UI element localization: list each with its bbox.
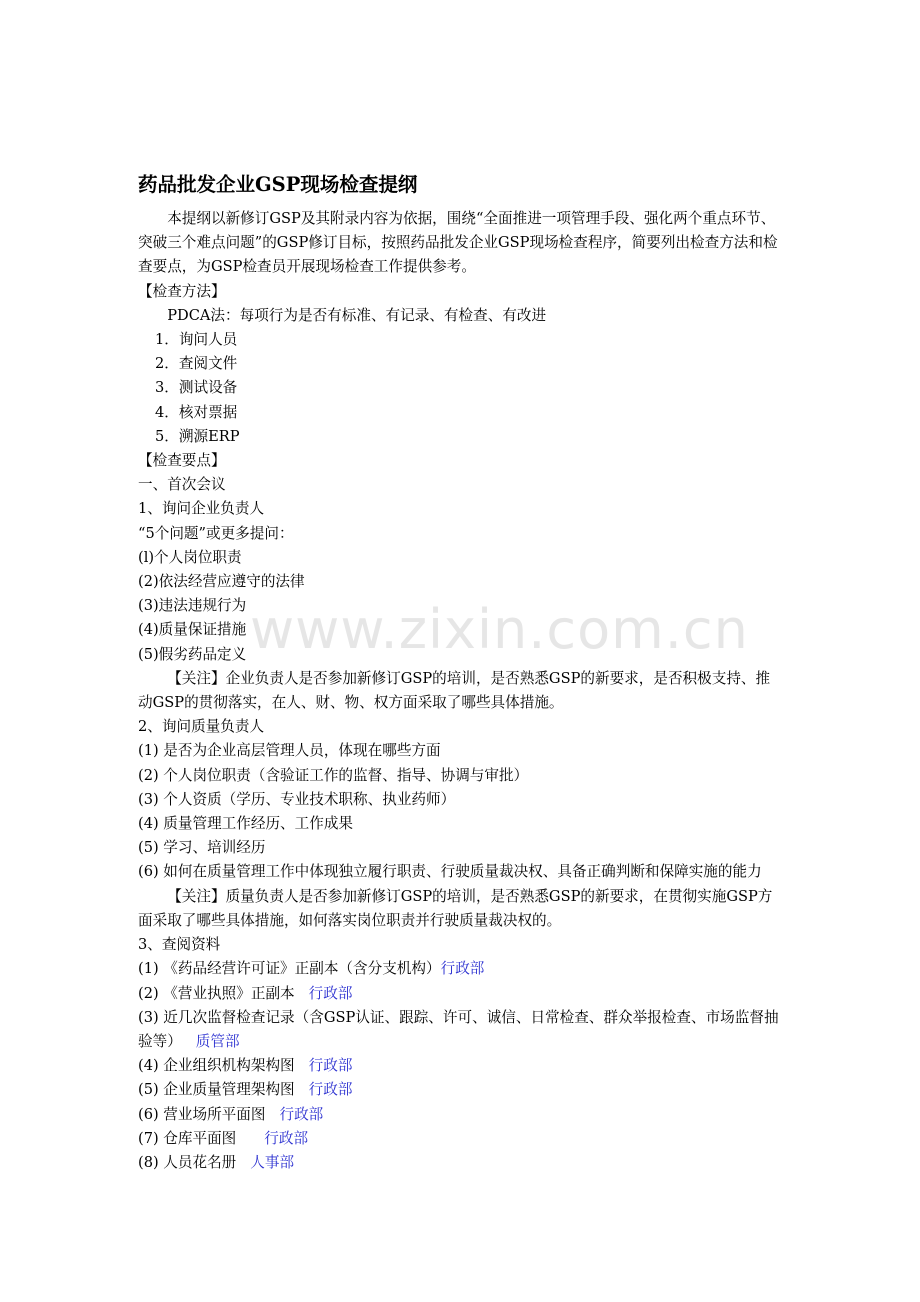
q1-item: (2)依法经营应遵守的法律 [138,573,305,591]
q3-item-text: (5) 企业质量管理架构图 [138,1081,295,1099]
q3-item-text: (6) 营业场所平面图 [138,1105,266,1123]
q3-item [138,1006,784,1054]
section-heading: 一、首次会议 [138,476,226,494]
document-body [138,207,784,1175]
q3-item-text: (1) 《药品经营许可证》正副本（含分支机构） [138,960,441,978]
intro-paragraph: 本提纲以新修订GSP及其附录内容为依据，围绕“全面推进一项管理手段、强化两个重点环节、突破三个难点问题”的GSP修订目标，按照药品批发企业GSP现场检查程序，简要列出检查方法和检查要点，为GSP检查员开展现场检查工作提供参考。 [138,210,778,276]
dept-link[interactable]: 行政部 [308,1057,353,1075]
q1-item: (l)个人岗位职责 [138,548,242,566]
method-item: 4．核对票据 [155,403,238,421]
q2-heading: 2、询问质量负责人 [138,718,265,736]
q1-note: 【关注】企业负责人是否参加新修订GSP的培训，是否熟悉GSP的新要求，是否积极支持、推动GSP的贯彻落实，在人、财、物、权方面采取了哪些具体措施。 [138,669,771,712]
method-item: 3．测试设备 [155,379,238,397]
q2-item: (1) 是否为企业高层管理人员，体现在哪些方面 [138,742,441,760]
method-item: 1．询问人员 [155,331,238,349]
q3-item [138,982,784,1006]
method-item: 2．查阅文件 [155,355,238,373]
q2-item: (3) 个人资质（学历、专业技术职称、执业药师） [138,790,456,808]
q2-item: (6) 如何在质量管理工作中体现独立履行职责、行驶质量裁决权、具备正确判断和保障实施的能力 [138,863,762,881]
q1-heading: 1、询问企业负责人 [138,500,265,518]
q3-heading: 3、查阅资料 [138,936,221,954]
q2-item: (4) 质量管理工作经历、工作成果 [138,815,354,833]
q2-item: (5) 学习、培训经历 [138,839,266,857]
q2-note: 【关注】质量负责人是否参加新修订GSP的培训，是否熟悉GSP的新要求，在贯彻实施GSP方面采取了哪些具体措施，如何落实岗位职责并行驶质量裁决权的。 [138,887,773,929]
q3-item-text: (2) 《营业执照》正副本 [138,984,295,1002]
method-header: 【检查方法】 [138,282,226,300]
dept-link[interactable]: 质管部 [195,1032,240,1050]
dept-link[interactable]: 行政部 [279,1105,324,1123]
q3-item-text: (3) 近几次监督检查记录（含GSP认证、跟踪、许可、诚信、日常检查、群众举报检查、市场监督抽验等） [138,1008,779,1050]
q3-item [138,957,784,981]
q1-item: (5)假劣药品定义 [138,645,247,663]
q3-item-text: (7) 仓库平面图 [138,1129,237,1147]
dept-link[interactable]: 行政部 [308,1081,353,1099]
q1-item: (4)质量保证措施 [138,621,247,639]
method-item: 5．溯源ERP [155,427,240,445]
points-header: 【检查要点】 [138,452,226,470]
watermark: www.zixin.com.cn [250,598,749,661]
q3-item [138,1103,784,1127]
q3-item [138,1127,784,1151]
dept-link[interactable]: 行政部 [308,984,353,1002]
q1-item: (3)违法违规行为 [138,597,247,615]
pdca-line: PDCA法：每项行为是否有标准、有记录、有检查、有改进 [167,306,547,324]
q3-item [138,1078,784,1102]
q3-item [138,1054,784,1078]
document-title: 药品批发企业GSP现场检查提纲 [138,173,418,196]
q2-item: (2) 个人岗位职责（含验证工作的监督、指导、协调与审批） [138,766,529,784]
dept-link[interactable]: 行政部 [264,1129,309,1147]
q3-item-text: (4) 企业组织机构架构图 [138,1057,295,1075]
q1-prompt: “5个问题”或更多提问： [138,524,294,542]
dept-link[interactable]: 行政部 [440,960,485,978]
q3-item-text: (8) 人员花名册 [138,1153,237,1171]
dept-link[interactable]: 人事部 [250,1153,295,1171]
q3-item [138,1151,784,1175]
